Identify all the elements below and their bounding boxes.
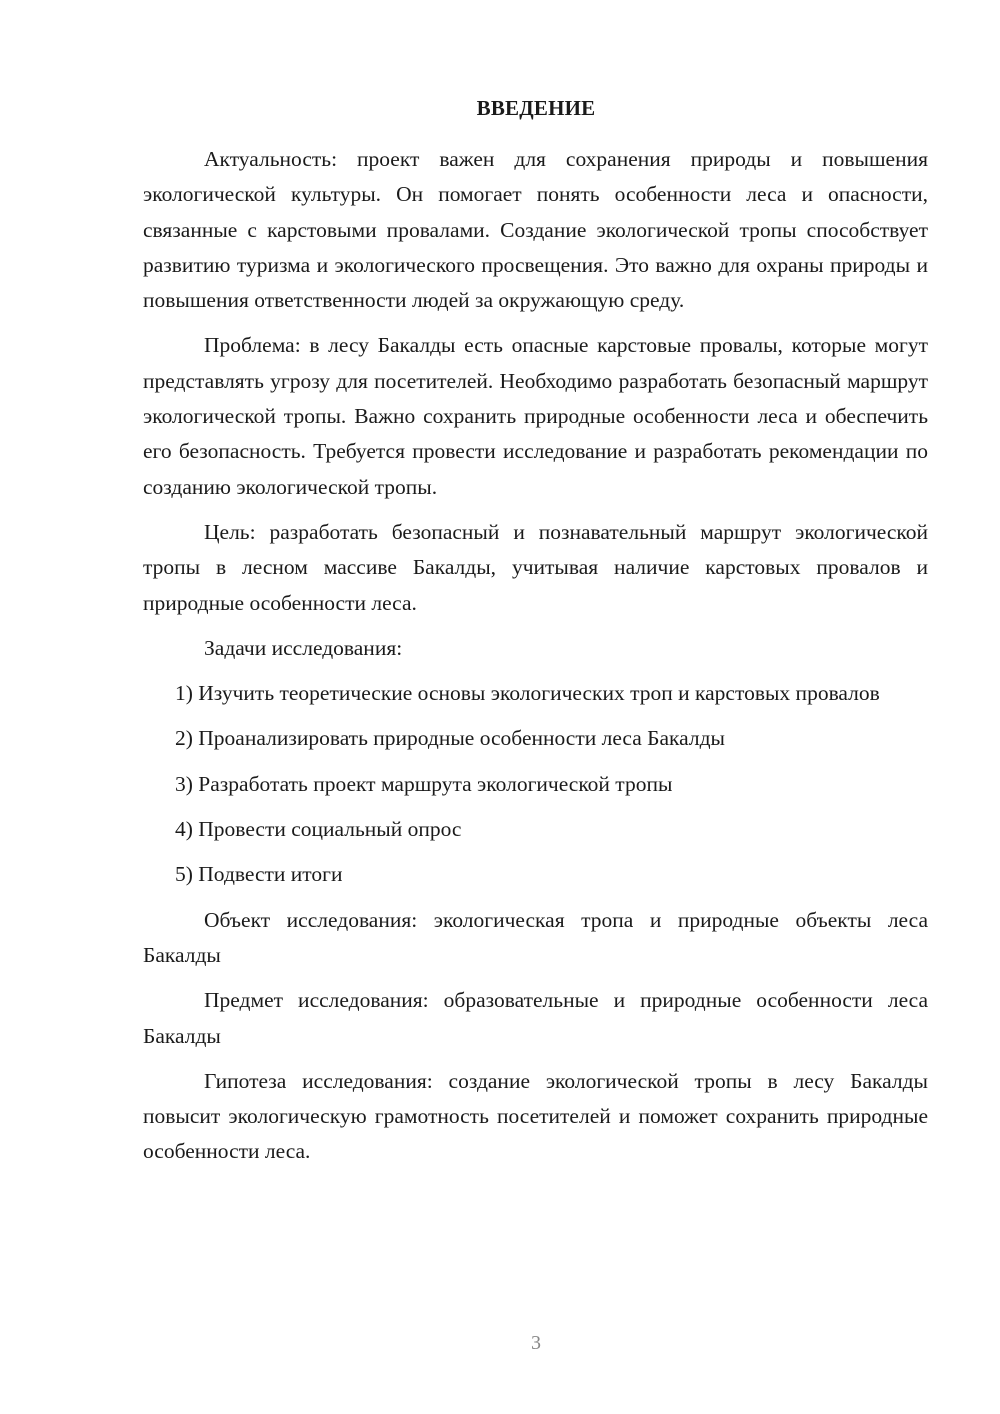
task-item-1: 1) Изучить теоретические основы экологических троп и карстовых провалов	[175, 681, 880, 706]
goal-paragraph: Цель: разработать безопасный и познавательный маршрут экологической тропы в лесном массиве Бакалды, учитывая наличие карстовых провалов и природные особенности леса.	[143, 519, 928, 615]
page-title: ВВЕДЕНИЕ	[476, 96, 596, 120]
document-body	[143, 142, 928, 1180]
subject-paragraph: Предмет исследования: образовательные и природные особенности леса Бакалды	[143, 988, 928, 1048]
task-item-5: 5) Подвести итоги	[175, 862, 343, 887]
task-item-3: 3) Разработать проект маршрута экологической тропы	[175, 771, 673, 796]
relevance-paragraph: Актуальность: проект важен для сохранения природы и повышения экологической культуры. Он помогает понять особенности леса и опасности, связанные с карстовыми провалами. Создание экологической тропы способствует развитию туризма и экологического просвещения. Это важно для охраны природы и повышения ответственности людей за окружающую среду.	[143, 147, 928, 313]
object-paragraph: Объект исследования: экологическая тропа и природные объекты леса Бакалды	[143, 907, 928, 967]
problem-paragraph: Проблема: в лесу Бакалды есть опасные карстовые провалы, которые могут представлять угрозу для посетителей. Необходимо разработать безопасный маршрут экологической тропы. Важно сохранить природные особенности леса и обеспечить его безопасность. Требуется провести исследование и разработать рекомендации по созданию экологической тропы.	[143, 333, 928, 499]
task-item-4: 4) Провести социальный опрос	[175, 817, 462, 842]
page-number: 3	[531, 1332, 541, 1354]
hypothesis-paragraph: Гипотеза исследования: создание экологической тропы в лесу Бакалды повысит экологическую грамотность посетителей и поможет сохранить природные особенности леса.	[143, 1068, 928, 1164]
tasks-heading: Задачи исследования:	[204, 635, 403, 660]
task-item-2: 2) Проанализировать природные особенности леса Бакалды	[175, 726, 725, 751]
